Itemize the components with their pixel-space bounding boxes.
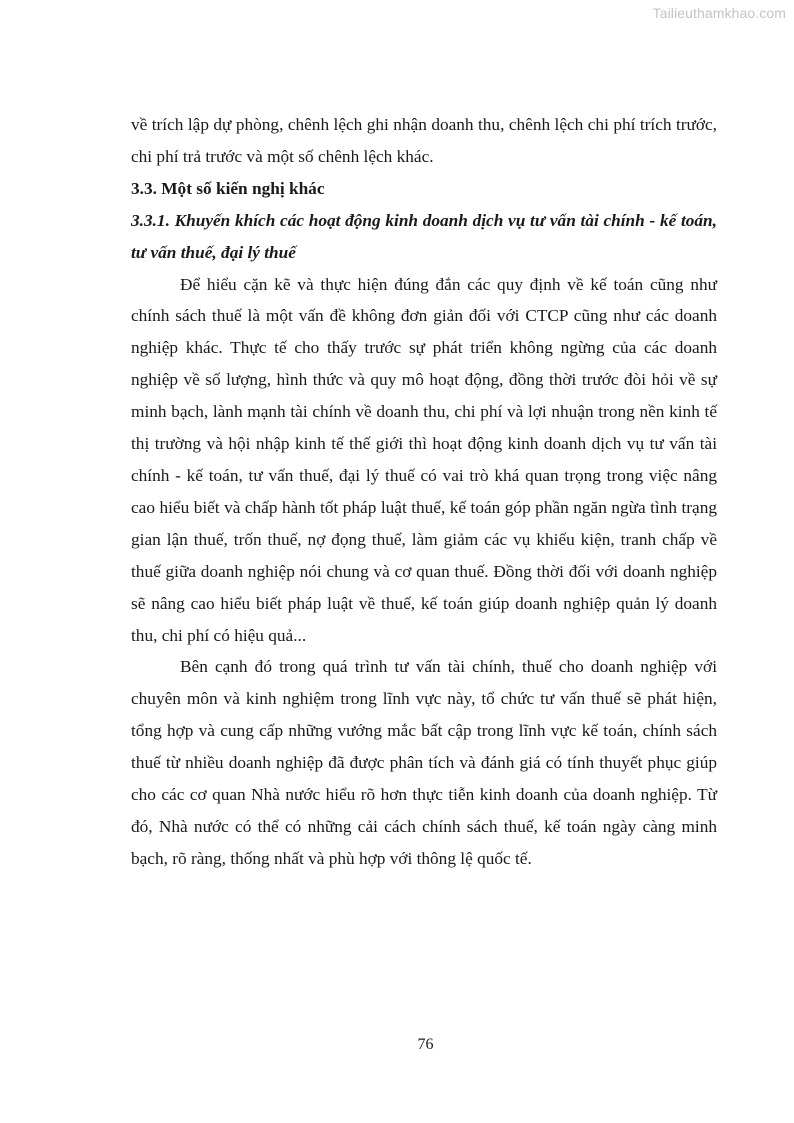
document-body	[131, 109, 717, 875]
subsection-heading: 3.3.1. Khuyến khích các hoạt động kinh doanh dịch vụ tư vấn tài chính - kế toán, tư vấn thuế, đại lý thuế	[131, 210, 717, 262]
paragraph-intro: về trích lập dự phòng, chênh lệch ghi nhận doanh thu, chênh lệch chi phí trích trước, chi phí trả trước và một số chênh lệch khác.	[131, 115, 717, 166]
watermark: Tailieuthamkhao.com	[652, 5, 786, 21]
page-number: 76	[417, 1036, 434, 1053]
section-heading: 3.3. Một số kiến nghị khác	[131, 178, 325, 198]
paragraph-2: Bên cạnh đó trong quá trình tư vấn tài chính, thuế cho doanh nghiệp với chuyên môn và kinh nghiệm trong lĩnh vực này, tổ chức tư vấn thuế sẽ phát hiện, tổng hợp và cung cấp những vướng mắc bất cập trong lĩnh vực kế toán, chính sách thuế từ nhiều doanh nghiệp đã được phân tích và đánh giá có tính thuyết phục giúp cho các cơ quan Nhà nước hiểu rõ hơn thực tiễn kinh doanh của doanh nghiệp. Từ đó, Nhà nước có thể có những cải cách chính sách thuế, kế toán ngày càng minh bạch, rõ ràng, thống nhất và phù hợp với thông lệ quốc tế.	[131, 657, 717, 868]
paragraph-1: Để hiểu cặn kẽ và thực hiện đúng đắn các quy định về kế toán cũng như chính sách thuế là một vấn đề không đơn giản đối với CTCP cũng như các doanh nghiệp khác. Thực tế cho thấy trước sự phát triển không ngừng của các doanh nghiệp về số lượng, hình thức và quy mô hoạt động, đồng thời trước đòi hỏi về sự minh bạch, lành mạnh tài chính về doanh thu, chi phí và lợi nhuận trong nền kinh tế thị trường và hội nhập kinh tế thế giới thì hoạt động kinh doanh dịch vụ tư vấn tài chính - kế toán, tư vấn thuế, đại lý thuế có vai trò khá quan trọng trong việc nâng cao hiểu biết và chấp hành tốt pháp luật thuế, kế toán góp phần ngăn ngừa tình trạng gian lận thuế, trốn thuế, nợ đọng thuế, làm giảm các vụ khiếu kiện, tranh chấp về thuế giữa doanh nghiệp nói chung và cơ quan thuế. Đồng thời đối với doanh nghiệp sẽ nâng cao hiểu biết pháp luật về thuế, kế toán giúp doanh nghiệp quản lý doanh thu, chi phí có hiệu quả...	[131, 274, 717, 645]
